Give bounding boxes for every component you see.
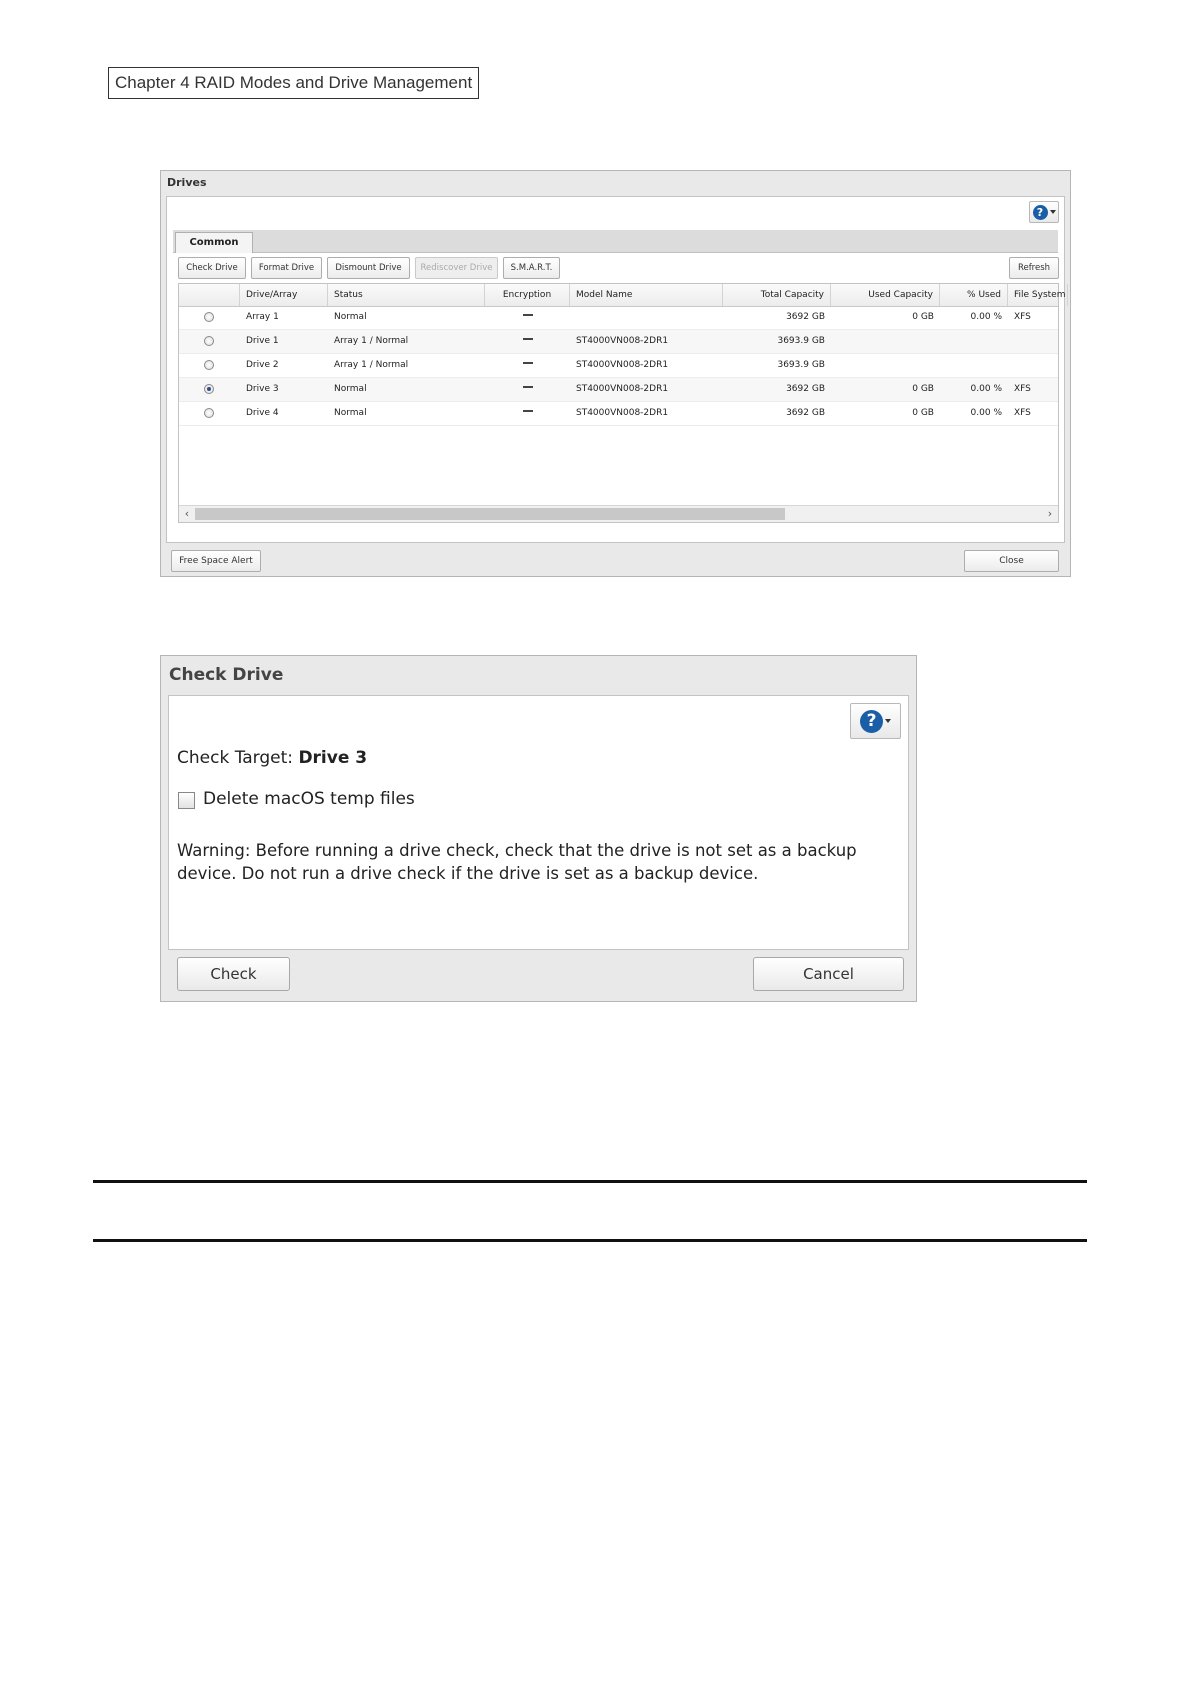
check-drive-dialog bbox=[160, 655, 917, 1002]
header-model-name[interactable]: Model Name bbox=[570, 284, 723, 306]
cell-percent-used bbox=[940, 330, 1008, 354]
check-drive-button[interactable]: Check Drive bbox=[178, 257, 246, 279]
drives-window-title: Drives bbox=[167, 176, 207, 189]
table-row[interactable] bbox=[179, 354, 1058, 378]
cell-status: Array 1 / Normal bbox=[334, 360, 409, 370]
cell-total-capacity: 3692 GB bbox=[786, 408, 825, 418]
cell-percent-used: 0.00 % bbox=[970, 408, 1002, 418]
encryption-none-icon bbox=[523, 410, 533, 412]
cell-used-capacity: 0 GB bbox=[912, 312, 934, 322]
horizontal-scrollbar[interactable] bbox=[179, 505, 1058, 522]
drives-panel bbox=[166, 196, 1065, 543]
header-encryption[interactable]: Encryption bbox=[485, 284, 570, 306]
cell-status: Normal bbox=[334, 312, 367, 322]
dismount-drive-button[interactable]: Dismount Drive bbox=[327, 257, 410, 279]
header-percent-used[interactable]: % Used bbox=[940, 284, 1008, 306]
encryption-none-icon bbox=[523, 314, 533, 316]
rediscover-drive-button[interactable]: Rediscover Drive bbox=[415, 257, 498, 279]
cell-used-capacity bbox=[831, 330, 940, 354]
cell-total-capacity: 3692 GB bbox=[786, 312, 825, 322]
check-target-label: Check Target: bbox=[177, 748, 299, 768]
table-row[interactable] bbox=[179, 330, 1058, 354]
section-rule-top bbox=[93, 1180, 1087, 1183]
check-target bbox=[177, 748, 367, 768]
row-radio[interactable] bbox=[204, 408, 214, 418]
cell-used-capacity: 0 GB bbox=[912, 408, 934, 418]
help-button[interactable] bbox=[850, 703, 901, 739]
header-used-capacity[interactable]: Used Capacity bbox=[831, 284, 940, 306]
encryption-none-icon bbox=[523, 338, 533, 340]
cell-drive-array: Drive 1 bbox=[246, 336, 279, 346]
help-icon: ? bbox=[860, 710, 883, 733]
chapter-header: Chapter 4 RAID Modes and Drive Management bbox=[108, 67, 479, 99]
chevron-down-icon bbox=[1050, 210, 1056, 214]
encryption-none-icon bbox=[523, 362, 533, 364]
cell-model-name: ST4000VN008-2DR1 bbox=[576, 336, 669, 346]
cell-file-system bbox=[1008, 330, 1068, 354]
cell-file-system bbox=[1008, 354, 1068, 378]
cell-drive-array: Drive 4 bbox=[246, 408, 279, 418]
row-radio[interactable] bbox=[204, 312, 214, 322]
free-space-alert-button[interactable]: Free Space Alert bbox=[171, 550, 261, 572]
tab-common[interactable]: Common bbox=[175, 232, 253, 253]
cell-total-capacity: 3693.9 GB bbox=[777, 336, 825, 346]
cell-file-system: XFS bbox=[1014, 408, 1031, 418]
cell-model-name: ST4000VN008-2DR1 bbox=[576, 360, 669, 370]
cell-status: Normal bbox=[334, 384, 367, 394]
cell-file-system: XFS bbox=[1014, 312, 1031, 322]
cell-drive-array: Drive 2 bbox=[246, 360, 279, 370]
check-target-value: Drive 3 bbox=[298, 748, 368, 768]
scroll-left-icon[interactable]: ‹ bbox=[184, 507, 190, 520]
cell-percent-used bbox=[940, 354, 1008, 378]
cell-total-capacity: 3693.9 GB bbox=[777, 360, 825, 370]
section-rule-bottom bbox=[93, 1239, 1087, 1242]
drives-table bbox=[178, 283, 1066, 523]
header-drive-array[interactable]: Drive/Array bbox=[240, 284, 328, 306]
cell-used-capacity bbox=[831, 354, 940, 378]
check-button[interactable]: Check bbox=[177, 957, 290, 991]
warning-text: Warning: Before running a drive check, check that the drive is not set as a backup device. Do not run a drive check if the drive is set as a backup device. bbox=[177, 841, 857, 883]
cell-model-name: ST4000VN008-2DR1 bbox=[576, 384, 669, 394]
cell-model-name bbox=[570, 306, 723, 330]
cell-drive-array: Array 1 bbox=[246, 312, 279, 322]
close-button[interactable]: Close bbox=[964, 550, 1059, 572]
cell-percent-used: 0.00 % bbox=[970, 312, 1002, 322]
dialog-body bbox=[168, 695, 909, 950]
encryption-none-icon bbox=[523, 386, 533, 388]
help-button[interactable] bbox=[1029, 201, 1059, 223]
cell-used-capacity: 0 GB bbox=[912, 384, 934, 394]
cancel-button[interactable]: Cancel bbox=[753, 957, 904, 991]
drives-window bbox=[160, 170, 1071, 577]
row-radio[interactable] bbox=[204, 360, 214, 370]
row-radio[interactable] bbox=[204, 336, 214, 346]
tab-bar bbox=[173, 230, 1058, 253]
header-file-system[interactable]: File System bbox=[1008, 284, 1068, 306]
refresh-button[interactable]: Refresh bbox=[1009, 257, 1059, 279]
delete-macos-temp-files-label[interactable]: Delete macOS temp files bbox=[203, 789, 415, 809]
cell-drive-array: Drive 3 bbox=[246, 384, 279, 394]
scroll-right-icon[interactable]: › bbox=[1047, 507, 1053, 520]
table-row[interactable] bbox=[179, 402, 1058, 426]
dialog-title: Check Drive bbox=[169, 665, 284, 685]
header-select bbox=[179, 284, 240, 306]
table-row[interactable] bbox=[179, 306, 1058, 330]
header-total-capacity[interactable]: Total Capacity bbox=[723, 284, 831, 306]
table-row-selected[interactable] bbox=[179, 378, 1058, 402]
cell-percent-used: 0.00 % bbox=[970, 384, 1002, 394]
help-icon: ? bbox=[1033, 205, 1048, 220]
header-status[interactable]: Status bbox=[328, 284, 485, 306]
cell-file-system: XFS bbox=[1014, 384, 1031, 394]
smart-button[interactable]: S.M.A.R.T. bbox=[503, 257, 560, 279]
table-header bbox=[179, 284, 1066, 307]
cell-status: Array 1 / Normal bbox=[334, 336, 409, 346]
row-radio-selected[interactable] bbox=[204, 384, 214, 394]
format-drive-button[interactable]: Format Drive bbox=[251, 257, 322, 279]
cell-total-capacity: 3692 GB bbox=[786, 384, 825, 394]
chevron-down-icon bbox=[885, 719, 891, 723]
cell-model-name: ST4000VN008-2DR1 bbox=[576, 408, 669, 418]
delete-macos-temp-files-checkbox[interactable] bbox=[178, 792, 195, 809]
cell-status: Normal bbox=[334, 408, 367, 418]
scrollbar-thumb[interactable] bbox=[195, 508, 785, 520]
